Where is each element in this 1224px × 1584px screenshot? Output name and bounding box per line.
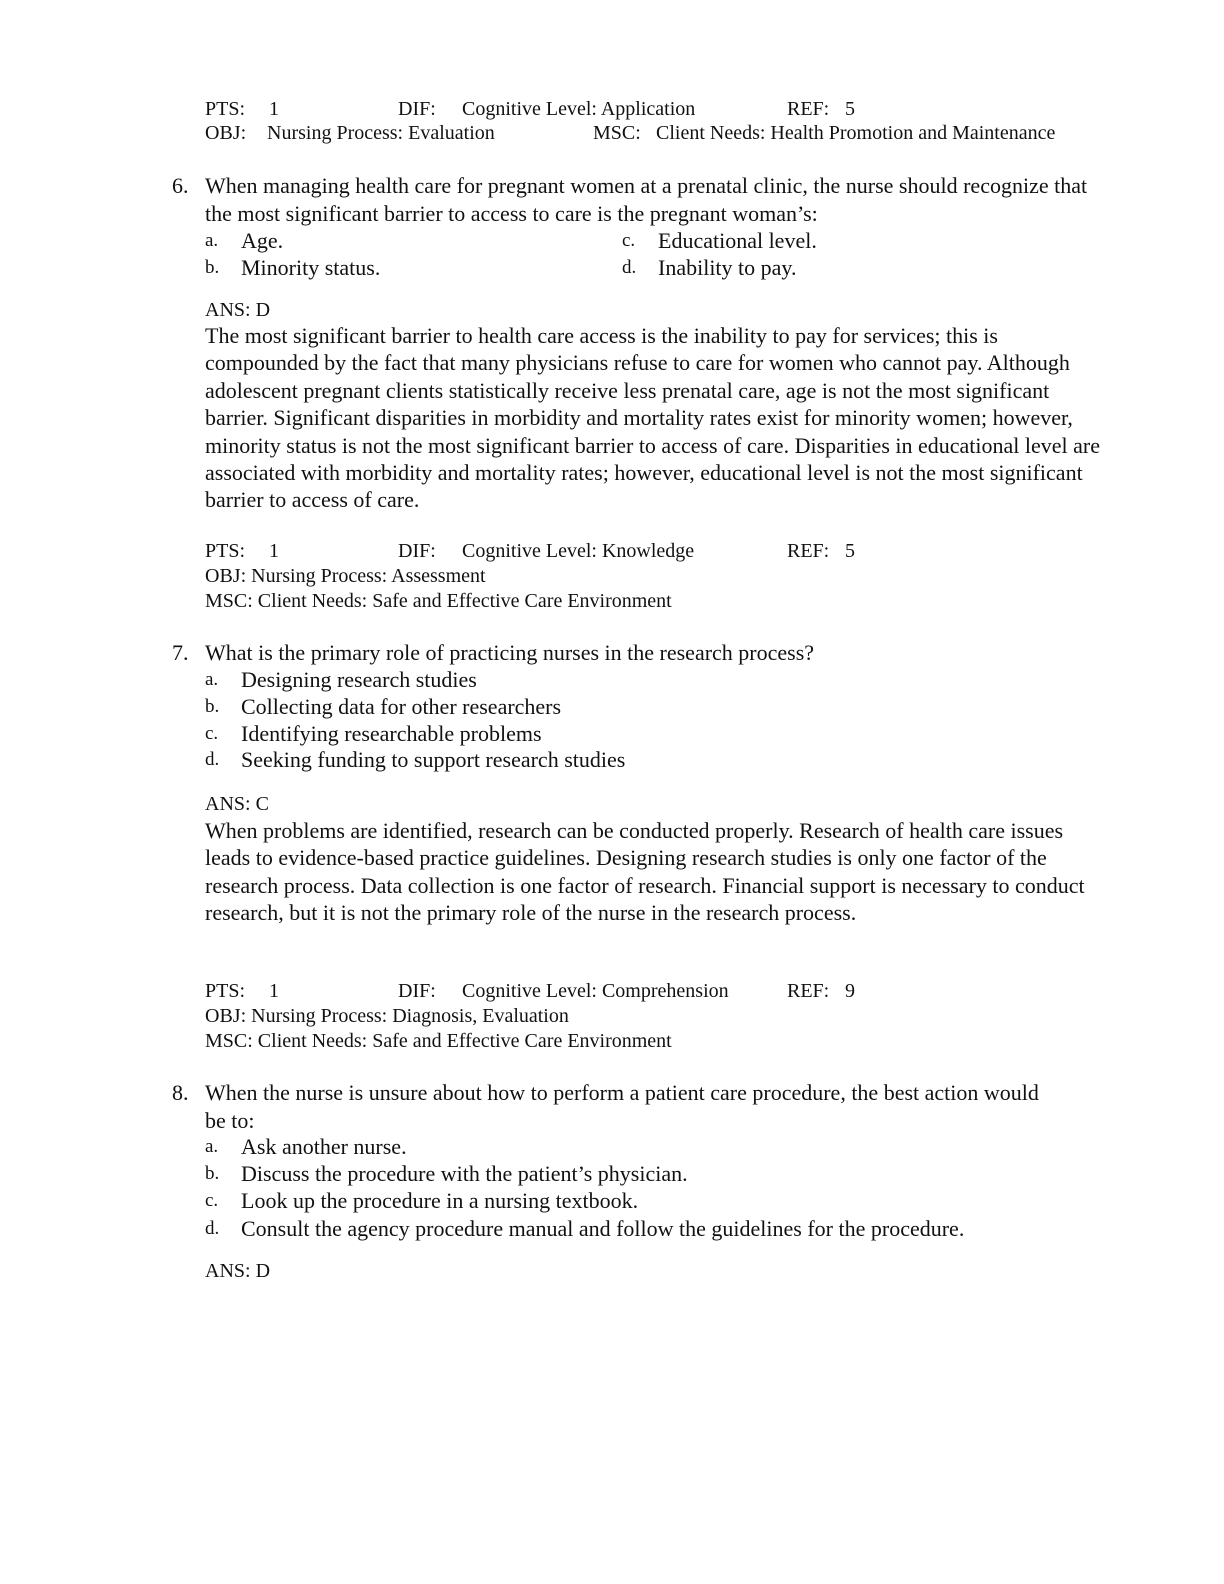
- option-text: Collecting data for other researchers: [241, 694, 562, 719]
- msc-line: MSC: Client Needs: Safe and Effective Care Environment: [205, 590, 672, 612]
- dif-value: Cognitive Level: Knowledge: [462, 540, 695, 562]
- obj-line: OBJ: Nursing Process: Diagnosis, Evaluation: [205, 1005, 569, 1027]
- pts-label: PTS:: [205, 980, 246, 1002]
- option-letter: c.: [205, 723, 219, 744]
- msc-value: Client Needs: Health Promotion and Maintenance: [656, 122, 1056, 144]
- question-number: 7.: [172, 640, 189, 665]
- obj-line: OBJ: Nursing Process: Assessment: [205, 565, 486, 587]
- dif-value: Cognitive Level: Application: [462, 98, 696, 120]
- pts-label: PTS:: [205, 540, 246, 562]
- answer: ANS: D: [205, 1260, 271, 1282]
- question-7: [172, 639, 1112, 667]
- question-6: [172, 172, 1112, 228]
- option-text: Age.: [241, 228, 284, 253]
- ref-label: REF:: [787, 540, 830, 562]
- ref-label: REF:: [787, 980, 830, 1002]
- question-text: When managing health care for pregnant women at a prenatal clinic, the nurse should recognize that the most significant barrier to access to care is the pregnant woman’s:: [205, 173, 1088, 226]
- option-text: Consult the agency procedure manual and follow the guidelines for the procedure.: [241, 1216, 965, 1241]
- option-letter: d.: [622, 257, 637, 278]
- option-letter: a.: [205, 669, 219, 690]
- obj-label: OBJ:: [205, 122, 247, 144]
- msc-line: MSC: Client Needs: Safe and Effective Care Environment: [205, 1030, 672, 1052]
- question-8: [172, 1079, 1112, 1135]
- option-letter: b.: [205, 1163, 220, 1184]
- ref-value: 5: [845, 540, 855, 562]
- option-text: Look up the procedure in a nursing textbook.: [241, 1188, 639, 1213]
- option-text: Ask another nurse.: [241, 1134, 407, 1159]
- option-letter: c.: [205, 1190, 219, 1211]
- option-letter: d.: [205, 1218, 220, 1239]
- option-text: Inability to pay.: [658, 255, 797, 280]
- pts-label: PTS:: [205, 98, 246, 120]
- option-text: Identifying researchable problems: [241, 721, 542, 746]
- question-number: 6.: [172, 173, 189, 198]
- q7-meta: [205, 979, 1105, 1054]
- option-letter: d.: [205, 749, 220, 770]
- rationale: When problems are identified, research can be conducted properly. Research of health care issues leads to evidence-based practice guidelines. Designing research studies is only one factor of the research process. Data collection is one factor of research. Financial support is necessary to conduct research, but it is not the primary role of the nurse in the research process.: [205, 818, 1085, 926]
- answer: ANS: C: [205, 793, 269, 815]
- obj-value: Nursing Process: Evaluation: [267, 122, 495, 144]
- ref-label: REF:: [787, 98, 830, 120]
- question-text: What is the primary role of practicing nurses in the research process?: [205, 640, 815, 665]
- dif-value: Cognitive Level: Comprehension: [462, 980, 729, 1002]
- msc-label: MSC:: [593, 122, 641, 144]
- q5-meta: [205, 97, 1105, 147]
- question-text: When the nurse is unsure about how to perform a patient care procedure, the best action would be to:: [205, 1080, 1039, 1133]
- option-text: Discuss the procedure with the patient’s physician.: [241, 1161, 688, 1186]
- dif-label: DIF:: [398, 980, 436, 1002]
- answer: ANS: D: [205, 299, 271, 321]
- dif-label: DIF:: [398, 540, 436, 562]
- option-letter: a.: [205, 230, 219, 251]
- option-letter: b.: [205, 696, 220, 717]
- ref-value: 9: [845, 980, 855, 1002]
- option-text: Educational level.: [658, 228, 817, 253]
- ref-value: 5: [845, 98, 855, 120]
- option-text: Minority status.: [241, 255, 381, 280]
- question-number: 8.: [172, 1080, 189, 1105]
- option-letter: c.: [622, 230, 636, 251]
- option-text: Seeking funding to support research studies: [241, 747, 626, 772]
- option-text: Designing research studies: [241, 667, 477, 692]
- dif-label: DIF:: [398, 98, 436, 120]
- option-letter: a.: [205, 1136, 219, 1157]
- pts-value: 1: [269, 98, 279, 120]
- pts-value: 1: [269, 540, 279, 562]
- pts-value: 1: [269, 980, 279, 1002]
- rationale: The most significant barrier to health care access is the inability to pay for services; this is compounded by the fact that many physicians refuse to care for women who cannot pay. Although adolescent pregnant clients statistically receive less prenatal care, age is not the most significant barrier. Significant disparities in morbidity and mortality rates exist for minority women; however, minority status is not the most significant barrier to access of care. Disparities in educational level are associated with morbidity and mortality rates; however, educational level is not the most significant barrier to access of care.: [205, 323, 1100, 513]
- option-letter: b.: [205, 257, 220, 278]
- q6-meta: [205, 539, 1105, 614]
